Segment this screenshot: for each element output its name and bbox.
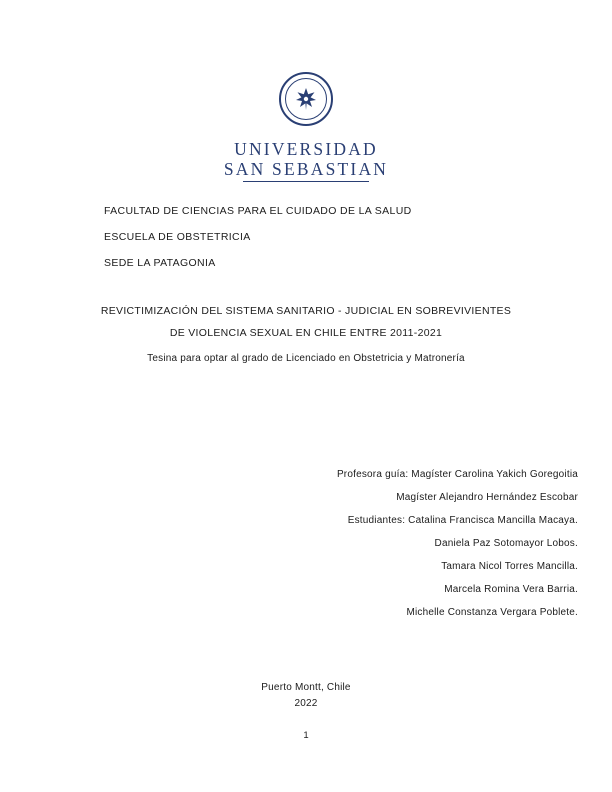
crest-inner-ring <box>285 78 327 120</box>
credit-line-7: Michelle Constanza Vergara Poblete. <box>406 607 578 618</box>
credits-block <box>0 463 578 624</box>
footer-block <box>0 680 612 712</box>
credit-line-5: Tamara Nicol Torres Mancilla. <box>441 561 578 572</box>
page-subtitle: Tesina para optar al grado de Licenciado en Obstetricia y Matronería <box>147 353 465 364</box>
faculty-line-3: SEDE LA PATAGONIA <box>104 257 216 269</box>
wordmark-line-2: SAN SEBASTIAN <box>223 158 389 179</box>
credit-line-2: Magíster Alejandro Hernández Escobar <box>396 492 578 503</box>
faculty-block <box>104 198 524 276</box>
wordmark-rule <box>243 181 369 182</box>
credit-line-1: Profesora guía: Magíster Carolina Yakich Goregoitia <box>336 469 578 480</box>
university-logo-block <box>0 72 612 182</box>
page-title-line-1: REVICTIMIZACIÓN DEL SISTEMA SANITARIO - JUDICIAL EN SOBREVIVIENTES <box>100 305 512 317</box>
credit-line-6: Marcela Romina Vera Barria. <box>444 584 578 595</box>
university-wordmark <box>224 140 388 182</box>
footer-place: Puerto Montt, Chile <box>261 682 351 693</box>
faculty-line-2: ESCUELA DE OBSTETRICIA <box>104 231 251 243</box>
credit-line-4: Daniela Paz Sotomayor Lobos. <box>434 538 578 549</box>
document-title-block <box>56 300 556 370</box>
wordmark-line-1: UNIVERSIDAD <box>234 139 378 159</box>
footer-year: 2022 <box>294 698 318 709</box>
university-crest-icon <box>279 72 333 126</box>
page-title-line-2: DE VIOLENCIA SEXUAL EN CHILE ENTRE 2011-2021 <box>169 327 443 339</box>
page-number: 1 <box>303 730 309 741</box>
credit-line-3: Estudiantes: Catalina Francisca Mancilla Macaya. <box>347 515 578 526</box>
faculty-line-1: FACULTAD DE CIENCIAS PARA EL CUIDADO DE LA SALUD <box>104 205 412 217</box>
